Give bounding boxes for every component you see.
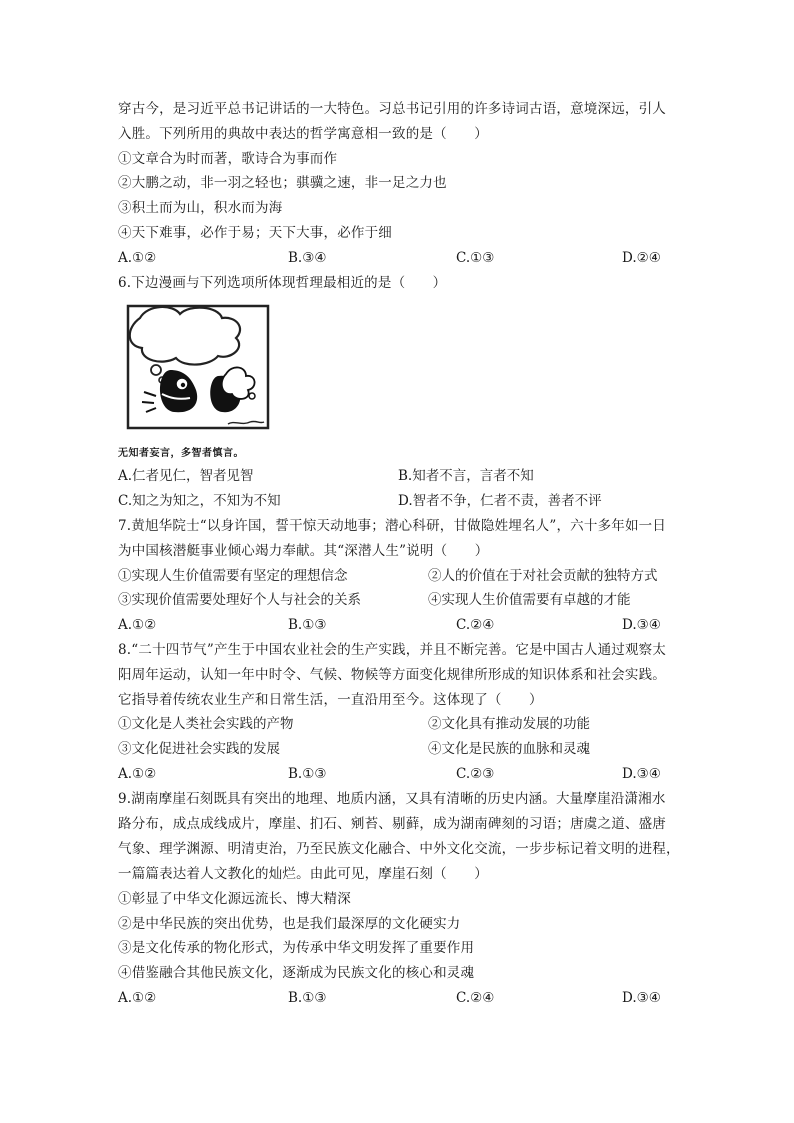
q8-option-d[interactable]: D.③④ xyxy=(622,766,661,782)
q9-item-2: ②是中华民族的突出优势，也是我们最深厚的文化硬实力 xyxy=(118,916,461,932)
q9-stem-line-2: 路分布，成点成线成片，摩崖、扪石、剜苔、剔藓，成为湖南碑刻的习语；唐虞之道、盛唐 xyxy=(118,816,666,832)
q6-stem: 6.下边漫画与下列选项所体现哲理最相近的是（ ） xyxy=(118,275,447,291)
q5-option-c[interactable]: C.①③ xyxy=(456,250,495,266)
q9-item-4: ④借鉴融合其他民族文化，逐渐成为民族文化的核心和灵魂 xyxy=(118,965,475,981)
q5-item-3: ③积土而为山，积水而为海 xyxy=(118,200,283,216)
q5-stem-line-1: 穿古今，是习近平总书记讲话的一大特色。习总书记引用的许多诗词古语，意境深远，引人 xyxy=(118,101,666,117)
cartoon-caption: 无知者妄言，多智者慎言。 xyxy=(118,448,244,459)
q6-option-d[interactable]: D.智者不争，仁者不责，善者不评 xyxy=(398,493,602,509)
q9-option-c[interactable]: C.②④ xyxy=(456,990,495,1006)
q8-option-c[interactable]: C.②③ xyxy=(456,766,495,782)
q8-stem-line-1: 8.“二十四节气”产生于中国农业社会的生产实践，并且不断完善。它是中国古人通过观察太 xyxy=(118,642,667,658)
cartoon-drawing xyxy=(118,300,278,460)
q5-item-4: ④天下难事，必作于易；天下大事，必作于细 xyxy=(118,225,392,241)
q9-stem-line-3: 气象、理学渊源、明清吏治，乃至民族文化融合、中外文化交流，一步步标记着文明的进程， xyxy=(118,841,680,857)
q7-stem-line-2: 为中国核潜艇事业倾心竭力奉献。其“深潜人生”说明（ ） xyxy=(118,543,489,559)
q8-item-3: ③文化促进社会实践的发展 xyxy=(118,741,280,757)
q7-item-1: ①实现人生价值需要有坚定的理想信念 xyxy=(118,568,348,584)
q7-item-4: ④实现人生价值需要有卓越的才能 xyxy=(428,592,631,608)
q8-item-4: ④文化是民族的血脉和灵魂 xyxy=(428,741,590,757)
q9-stem-line-1: 9.湖南摩崖石刻既具有突出的地理、地质内涵，又具有清晰的历史内涵。大量摩崖沿潇湘水 xyxy=(118,791,666,807)
q7-item-2: ②人的价值在于对社会贡献的独特方式 xyxy=(428,568,658,584)
q8-item-1: ①文化是人类社会实践的产物 xyxy=(118,716,294,732)
q5-option-b[interactable]: B.③④ xyxy=(288,250,327,266)
q5-item-2: ②大鹏之动，非一羽之轻也；骐骥之速，非一足之力也 xyxy=(118,175,447,191)
q8-stem-line-3: 它指导着传统农业生产和日常生活，一直沿用至今。这体现了（ ） xyxy=(118,692,543,708)
q5-item-1: ①文章合为时而著，歌诗合为事而作 xyxy=(118,151,338,167)
q6-option-a[interactable]: A.仁者见仁，智者见智 xyxy=(118,468,254,484)
q5-option-a[interactable]: A.①② xyxy=(118,250,157,266)
q9-item-3: ③是文化传承的物化形式，为传承中华文明发挥了重要作用 xyxy=(118,940,475,956)
q5-option-d[interactable]: D.②④ xyxy=(622,250,661,266)
q8-option-b[interactable]: B.①③ xyxy=(288,766,327,782)
q5-stem-line-2: 入胜。下列所用的典故中表达的哲学寓意相一致的是（ ） xyxy=(118,126,488,142)
q7-option-c[interactable]: C.②④ xyxy=(456,617,495,633)
q7-option-b[interactable]: B.①③ xyxy=(288,617,327,633)
q7-option-d[interactable]: D.③④ xyxy=(622,617,661,633)
q7-stem-line-1: 7.黄旭华院士“以身许国，誓干惊天动地事；潜心科研，甘做隐姓埋名人”，六十多年如一日 xyxy=(118,518,667,534)
q8-item-2: ②文化具有推动发展的功能 xyxy=(428,716,590,732)
q9-stem-line-4: 一篇篇表达着人文教化的灿烂。由此可见，摩崖石刻（ ） xyxy=(118,866,488,882)
q7-item-3: ③实现价值需要处理好个人与社会的关系 xyxy=(118,592,361,608)
q8-stem-line-2: 阳周年运动，认知一年中时令、气候、物候等方面变化规律所形成的知识体系和社会实践。 xyxy=(118,667,666,683)
q9-option-a[interactable]: A.①② xyxy=(118,990,157,1006)
q8-option-a[interactable]: A.①② xyxy=(118,766,157,782)
q6-option-b[interactable]: B.知者不言，言者不知 xyxy=(398,468,534,484)
q9-option-d[interactable]: D.③④ xyxy=(622,990,661,1006)
q9-option-b[interactable]: B.①③ xyxy=(288,990,327,1006)
q9-item-1: ①彰显了中华文化源远流长、博大精深 xyxy=(118,891,351,907)
q6-option-c[interactable]: C.知之为知之，不知为不知 xyxy=(118,493,281,509)
q7-option-a[interactable]: A.①② xyxy=(118,617,157,633)
cartoon-image xyxy=(118,300,278,460)
